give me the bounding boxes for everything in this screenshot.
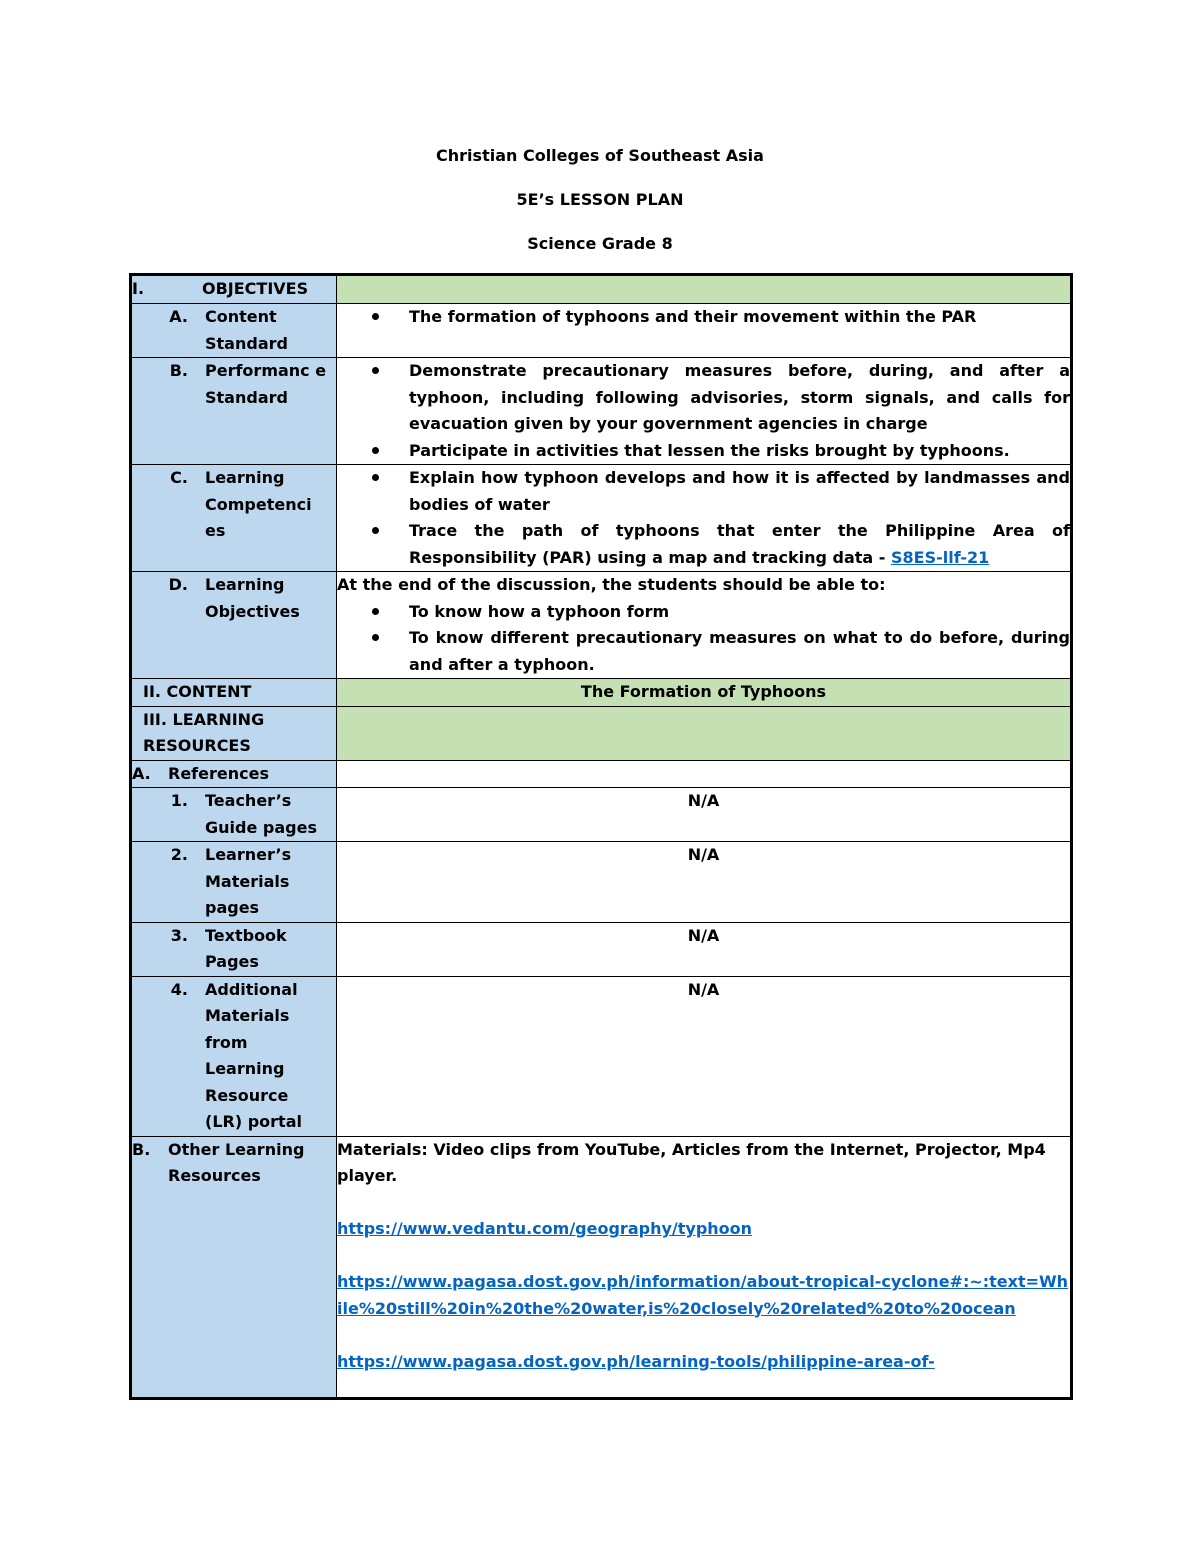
learning-objectives-list	[337, 599, 1070, 679]
learning-competencies-bullet-2-text: Trace the path of typhoons that enter the Philippine Area of Responsibility (PAR) using a map and tracking data -	[409, 521, 1070, 567]
content-standard-label: Content Standard	[205, 307, 288, 353]
other-resources-label: Other Learning Resources	[168, 1139, 305, 1185]
reference-value-cell-2	[337, 842, 1072, 923]
reference-value-cell-1	[337, 788, 1072, 842]
reference-row-2	[131, 842, 1072, 923]
learning-competencies-value-cell	[337, 465, 1072, 572]
reference-value-1: N/A	[687, 791, 720, 810]
learning-objectives-intro: At the end of the discussion, the students should be able to:	[337, 575, 886, 594]
competency-code-link[interactable]: S8ES-llf-21	[890, 547, 990, 567]
other-resources-row	[131, 1136, 1072, 1398]
objectives-label: OBJECTIVES	[202, 279, 309, 298]
content-standard-label-cell	[131, 304, 337, 358]
learning-competencies-letter: C.	[170, 468, 188, 487]
reference-number-1: 1.	[170, 791, 188, 810]
school-name: Christian Colleges of Southeast Asia	[436, 146, 764, 165]
learning-objectives-value-cell	[337, 572, 1072, 679]
learning-resources-label: III. LEARNING RESOURCES	[143, 709, 265, 755]
learning-objectives-label-cell	[131, 572, 337, 679]
learning-resources-value-cell	[337, 706, 1072, 760]
reference-label-3: Textbook Pages	[205, 925, 287, 971]
reference-value-2: N/A	[687, 845, 720, 864]
learning-competencies-label-cell	[131, 465, 337, 572]
reference-label-cell-4	[131, 976, 337, 1136]
content-label-cell	[131, 679, 337, 707]
learning-competencies-label: Learning Competenci es	[205, 468, 312, 540]
learning-resources-label-cell	[131, 706, 337, 760]
reference-label-cell-3	[131, 922, 337, 976]
reference-label-2: Learner’s Materials pages	[205, 845, 292, 917]
other-resources-value-cell	[337, 1136, 1072, 1398]
reference-row-3	[131, 922, 1072, 976]
performance-standard-letter: B.	[169, 361, 188, 380]
content-value-cell	[337, 679, 1072, 707]
plan-title: 5E’s LESSON PLAN	[516, 190, 684, 209]
reference-row-1	[131, 788, 1072, 842]
content-standard-row	[131, 304, 1072, 358]
objectives-row	[131, 275, 1072, 304]
learning-objectives-label: Learning Objectives	[205, 575, 300, 621]
reference-label-4: Additional Materials from Learning Resource (LR) portal	[205, 979, 302, 1131]
objectives-roman: I.	[132, 279, 145, 298]
references-label-cell	[131, 760, 337, 788]
learning-competencies-list	[337, 465, 1070, 571]
reference-row-4	[131, 976, 1072, 1136]
reference-number-2: 2.	[170, 845, 188, 864]
learning-competencies-bullet-2	[337, 518, 1070, 571]
learning-competencies-bullet-1: Explain how typhoon develops and how it is affected by landmasses and bodies of water	[337, 465, 1070, 518]
performance-standard-value-cell	[337, 358, 1072, 465]
content-standard-letter: A.	[169, 307, 188, 326]
references-value-cell	[337, 760, 1072, 788]
resource-link-2[interactable]: https://www.pagasa.dost.gov.ph/information/about-tropical-cyclone#:~:text=While%20still%20in%20the%20water,is%20closely%20related%20to%20ocean	[337, 1272, 1069, 1318]
learning-resources-row	[131, 706, 1072, 760]
content-value: The Formation of Typhoons	[580, 682, 827, 701]
content-standard-value-cell	[337, 304, 1072, 358]
subject-title: Science Grade 8	[527, 234, 673, 253]
learning-objectives-letter: D.	[168, 575, 188, 594]
reference-label-1: Teacher’s Guide pages	[205, 791, 317, 837]
references-letter: A.	[132, 763, 151, 783]
learning-objectives-bullet-2: To know different precautionary measures on what to do before, during and after a typhoon.	[337, 625, 1070, 678]
content-standard-list	[337, 304, 1070, 331]
performance-standard-label: Performanc e Standard	[205, 361, 327, 407]
reference-number-3: 3.	[170, 925, 188, 945]
learning-competencies-row	[131, 465, 1072, 572]
objectives-label-cell	[131, 275, 337, 304]
reference-value-3: N/A	[687, 925, 720, 945]
performance-standard-row	[131, 358, 1072, 465]
content-row	[131, 679, 1072, 707]
references-label: References	[168, 763, 269, 783]
performance-standard-bullet-2: Participate in activities that lessen the risks brought by typhoons.	[337, 438, 1070, 465]
reference-label-cell-1	[131, 788, 337, 842]
content-label: II. CONTENT	[143, 682, 252, 701]
reference-value-cell-4	[337, 976, 1072, 1136]
lesson-plan-table	[129, 273, 1073, 1400]
reference-number-4: 4.	[170, 979, 188, 999]
performance-standard-list	[337, 358, 1070, 464]
performance-standard-bullet-1: Demonstrate precautionary measures before, during, and after a typhoon, including following advisories, storm signals, and calls for evacuation given by your government agencies in charge	[337, 358, 1070, 438]
content-standard-bullet: The formation of typhoons and their movement within the PAR	[337, 304, 1070, 331]
other-resources-label-cell	[131, 1136, 337, 1398]
resource-link-1[interactable]: https://www.vedantu.com/geography/typhoon	[337, 1219, 753, 1238]
performance-standard-label-cell	[131, 358, 337, 465]
materials-text: Materials: Video clips from YouTube, Articles from the Internet, Projector, Mp4 player.	[337, 1139, 1046, 1185]
reference-value-cell-3	[337, 922, 1072, 976]
learning-objectives-row	[131, 572, 1072, 679]
other-resources-letter: B.	[132, 1139, 151, 1159]
learning-objectives-bullet-1: To know how a typhoon form	[337, 599, 1070, 626]
resource-link-3[interactable]: https://www.pagasa.dost.gov.ph/learning-tools/philippine-area-of-	[337, 1351, 935, 1371]
reference-value-4: N/A	[687, 979, 720, 999]
objectives-value-cell	[337, 275, 1072, 304]
reference-label-cell-2	[131, 842, 337, 923]
references-row	[131, 760, 1072, 788]
